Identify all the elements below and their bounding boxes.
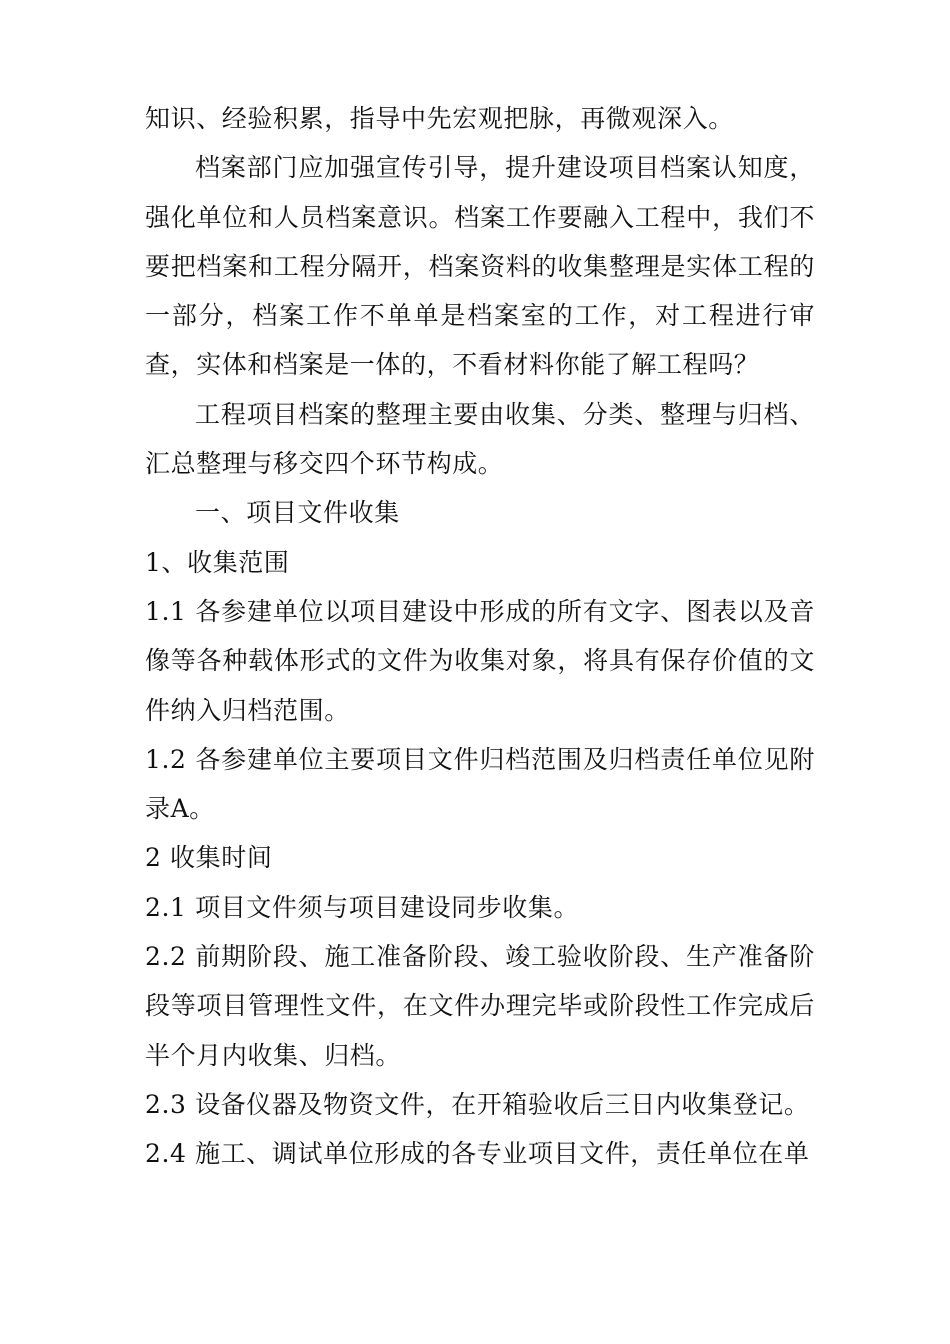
subheading-collection-time: 2 收集时间 [145,843,273,873]
paragraph-archive-publicity: 档案部门应加强宣传引导，提升建设项目档案认知度，强化单位和人员档案意识。档案工作要融入工程中，我们不要把档案和工程分隔开，档案资料的收集整理是实体工程的一部分，档案工作不单单是档案室的工作，对工程进行审查，实体和档案是一体的，不看材料你能了解工程吗？ [145,153,815,380]
paragraph-archive-process: 工程项目档案的整理主要由收集、分类、整理与归档、汇总整理与移交四个环节构成。 [145,399,815,479]
document-body [145,94,815,1179]
clause-1-2: 1.2 各参建单位主要项目文件归档范围及归档责任单位见附录A。 [145,744,815,824]
clause-2-4: 2.4 施工、调试单位形成的各专业项目文件，责任单位在单 [145,1139,810,1169]
section-heading-file-collection: 一、项目文件收集 [195,498,400,528]
clause-2-2: 2.2 前期阶段、施工准备阶段、竣工验收阶段、生产准备阶段等项目管理性文件，在文件办理完毕或阶段性工作完成后半个月内收集、归档。 [145,942,815,1070]
subheading-collection-scope: 1、收集范围 [145,547,290,577]
clause-1-1: 1.1 各参建单位以项目建设中形成的所有文字、图表以及音像等各种载体形式的文件为收集对象，将具有保存价值的文件纳入归档范围。 [145,596,815,725]
clause-2-1: 2.1 项目文件须与项目建设同步收集。 [145,892,580,922]
paragraph-continuation: 知识、经验积累，指导中先宏观把脉，再微观深入。 [145,104,734,133]
clause-2-3: 2.3 设备仪器及物资文件，在开箱验收后三日内收集登记。 [145,1089,810,1119]
